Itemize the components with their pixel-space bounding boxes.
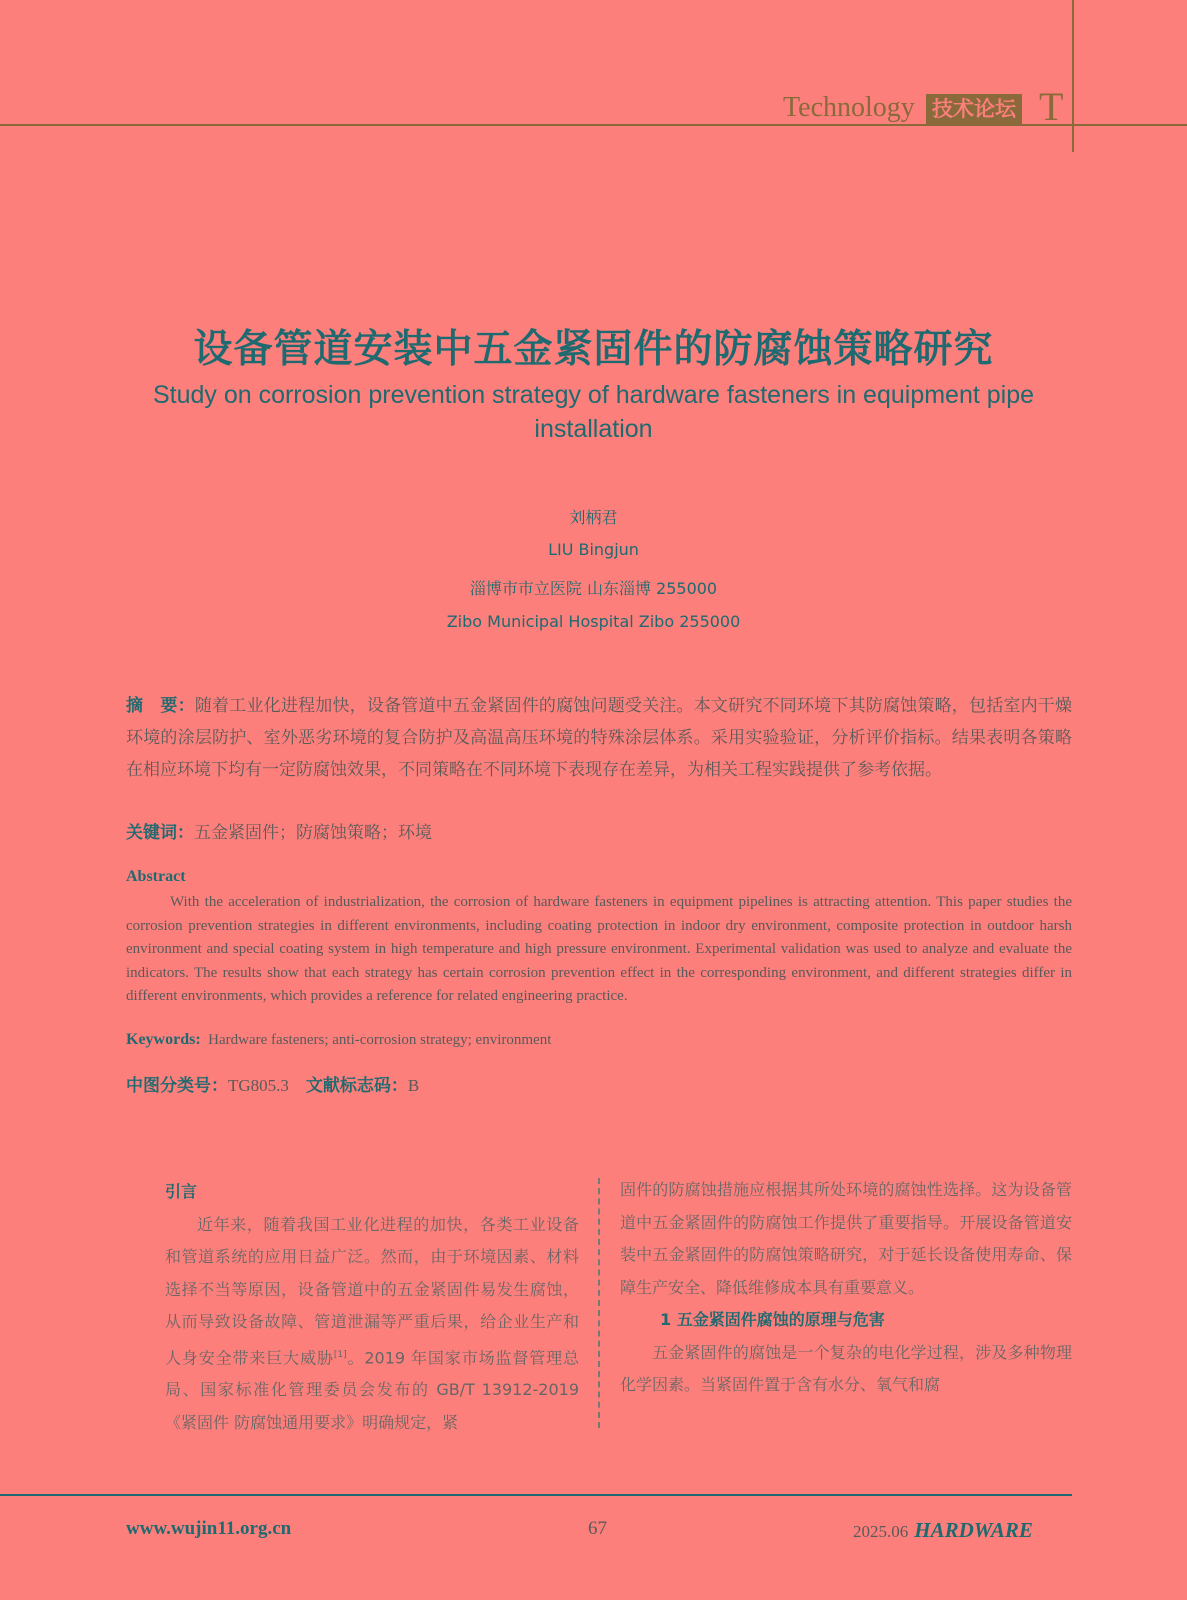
author-name-en: LIU Bingjun	[548, 540, 639, 559]
author-affiliation-cn: 淄博市市立医院 山东淄博 255000	[469, 579, 718, 598]
footer-issue	[853, 1518, 1033, 1543]
abstract-cn	[126, 690, 1072, 786]
abstract-cn-label: 摘 要：	[126, 696, 195, 716]
keywords-cn-text: 五金紧固件；防腐蚀策略；环境	[194, 823, 432, 843]
keywords-en-text: Hardware fasteners; anti-corrosion strategy; environment	[208, 1032, 552, 1048]
abstract-en-label: Abstract	[126, 868, 186, 885]
abstract-cn-text: 随着工业化进程加快，设备管道中五金紧固件的腐蚀问题受关注。本文研究不同环境下其防腐蚀策略，包括室内干燥环境的涂层防护、室外恶劣环境的复合防护及高温高压环境的特殊涂层体系。采用实验验证，分析评价指标。结果表明各策略在相应环境下均有一定防腐蚀效果，不同策略在不同环境下表现存在差异，为相关工程实践提供了参考依据。	[126, 696, 1073, 780]
keywords-cn-label: 关键词：	[126, 823, 194, 843]
body-left-column	[165, 1176, 579, 1439]
intro-text-2: 。2019 年国家市场监督管理总局、国家标准化管理委员会发布的 GB/T 13912-2019《紧固件 防腐蚀通用要求》明确规定，紧	[165, 1347, 579, 1432]
footer-rule	[0, 1494, 1072, 1496]
reference-1: [1]	[333, 1349, 347, 1360]
classification	[126, 1071, 419, 1096]
author-name-cn: 刘柄君	[569, 508, 618, 527]
abstract-en-text: With the acceleration of industrialization, the corrosion of hardware fasteners in equipment pipelines is attracting attention. This paper studies the corrosion prevention strategies in different environments, including coating protection in indoor dry environment, composite protection in outdoor harsh environment and special coating system in high temperature and high pressure environment. Experimental validation was used to analyze and evaluate the indicators. The results show that each strategy has certain corrosion prevention effect in the corresponding environment, and different strategies differ in different environments, which provides a reference for related engineering practice.	[126, 894, 1072, 1004]
header-section-cn: 技术论坛	[926, 94, 1022, 124]
right-paragraph-2: 五金紧固件的腐蚀是一个复杂的电化学过程，涉及多种物理化学因素。当紧固件置于含有水分、氧气和腐	[620, 1342, 1072, 1394]
body-right-column	[620, 1174, 1072, 1402]
journal-name: HARDWARE	[914, 1518, 1033, 1542]
keywords-en-label: Keywords:	[126, 1031, 201, 1048]
header-rule	[0, 124, 1187, 126]
keywords-cn	[126, 818, 432, 843]
footer-url: www.wujin11.org.cn	[126, 1518, 292, 1539]
section1-heading: 1 五金紧固件腐蚀的原理与危害	[660, 1310, 885, 1329]
intro-paragraph	[165, 1209, 579, 1440]
clc-label: 中图分类号：	[126, 1076, 228, 1096]
doc-code-label: 文献标志码：	[305, 1076, 408, 1096]
header-section-letter: T	[1039, 84, 1064, 129]
intro-heading: 引言	[165, 1182, 198, 1201]
page-number: 67	[588, 1518, 607, 1539]
right-paragraph-1: 固件的防腐蚀措施应根据其所处环境的腐蚀性选择。这为设备管道中五金紧固件的防腐蚀工作提供了重要指导。开展设备管道安装中五金紧固件的防腐蚀策略研究，对于延长设备使用寿命、保障生产安全、降低维修成本具有重要意义。	[620, 1180, 1072, 1297]
paper-title-en: Study on corrosion prevention strategy of hardware fasteners in equipment pipe installation	[152, 381, 1035, 443]
author-affiliation-en: Zibo Municipal Hospital Zibo 255000	[446, 612, 741, 631]
issue-date: 2025.06	[853, 1522, 909, 1541]
keywords-en	[126, 1031, 551, 1049]
paper-title-cn: 设备管道安装中五金紧固件的防腐蚀策略研究	[193, 327, 994, 372]
clc-value: TG805.3	[228, 1076, 289, 1095]
intro-text-1: 近年来，随着我国工业化进程的加快，各类工业设备和管道系统的应用日益广泛。然而，由于环境因素、材料选择不当等原因，设备管道中的五金紧固件易发生腐蚀，从而导致设备故障、管道泄漏等严重后果，给企业生产和人身安全带来巨大威胁	[165, 1214, 579, 1367]
doc-code-value: B	[407, 1076, 420, 1095]
header-vertical-rule	[1072, 0, 1074, 152]
column-divider	[598, 1178, 600, 1428]
header-section-en: Technology	[783, 92, 915, 123]
